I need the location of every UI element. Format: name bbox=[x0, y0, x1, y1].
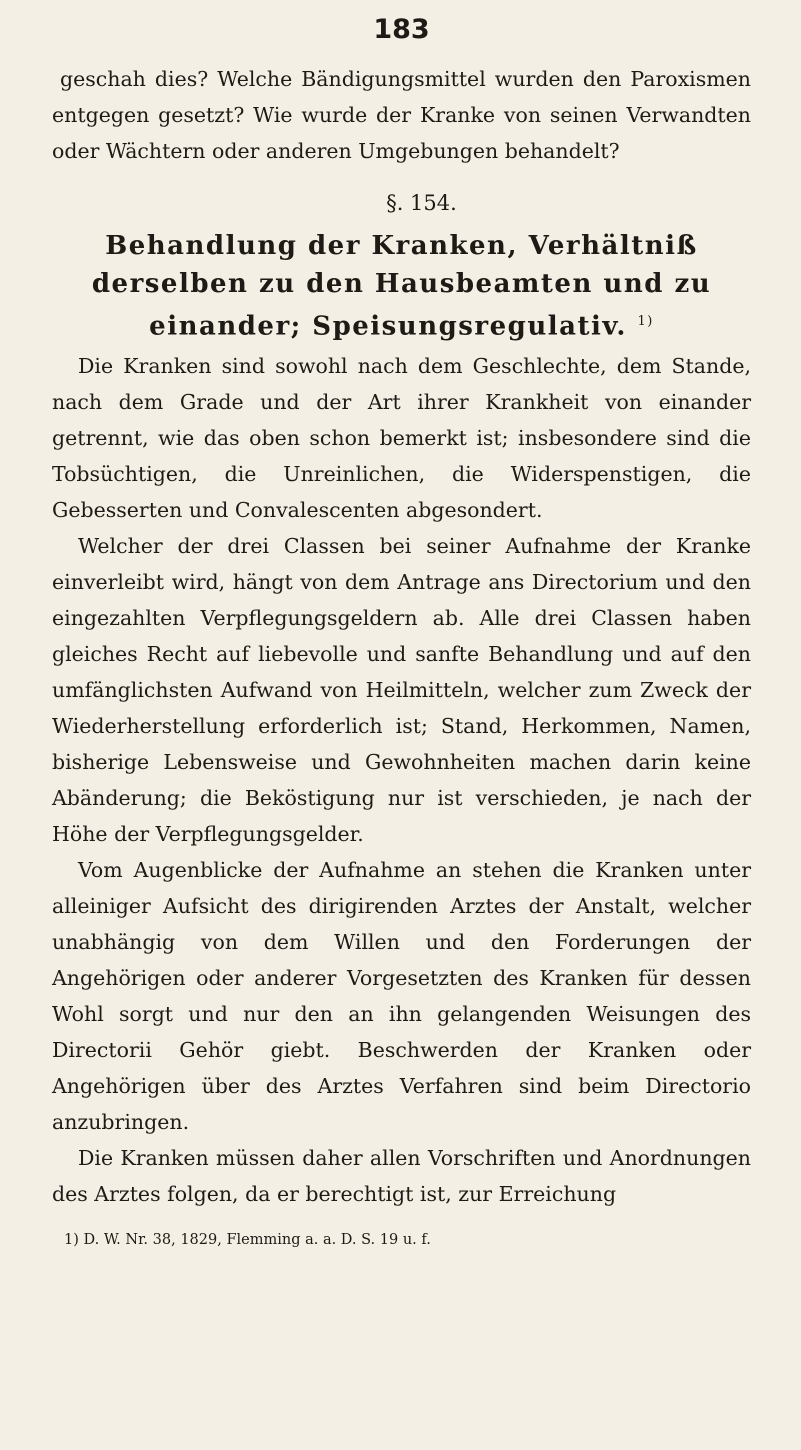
section-heading bbox=[52, 227, 751, 346]
footnote-marker: 1) bbox=[637, 314, 654, 329]
page-number: 183 bbox=[373, 14, 430, 45]
intro-paragraph: geschah dies? Welche Bändigungsmittel wurden den Paroxismen entgegen gesetzt? Wie wurde der Kranke von seinen Verwandten oder Wächtern oder anderen Umgebungen behandelt? bbox=[52, 67, 751, 163]
body-paragraph: Die Kranken müssen daher allen Vorschriften und Anordnungen des Arztes folgen, da er berechtigt ist, zur Erreichung bbox=[52, 1145, 751, 1206]
body-paragraph: Welcher der drei Classen bei seiner Aufnahme der Kranke einverleibt wird, hängt von dem Antrage ans Directorium und den eingezahlten Verpflegungsgeldern ab. Alle drei Classen haben gleiches Recht auf liebevolle und sanfte Behandlung und auf den umfänglichsten Aufwand von Heilmitteln, welcher zum Zweck der Wiederherstellung erforderlich ist; Stand, Herkommen, Namen, bisherige Lebensweise und Gewohnheiten machen darin keine Abänderung; die Beköstigung nur ist verschieden, je nach der Höhe der Verpflegungsgelder. bbox=[52, 533, 751, 846]
section-heading-text: Behandlung der Kranken, Verhältniß derselben zu den Hausbeamten und zu einander; Speisungsregulativ. bbox=[91, 231, 712, 342]
body-paragraph: Vom Augenblicke der Aufnahme an stehen die Kranken unter alleiniger Aufsicht des dirigirenden Arztes der Anstalt, welcher unabhängig von dem Willen und den Forderungen der Angehörigen oder anderer Vorgesetzten des Kranken für dessen Wohl sorgt und nur den an ihn gelangenden Weisungen des Directorii Gehör giebt. Beschwerden der Kranken oder Angehörigen über des Arztes Verfahren sind beim Directorio anzubringen. bbox=[52, 857, 751, 1134]
section-number: §. 154. bbox=[386, 191, 457, 215]
footnote: 1) D. W. Nr. 38, 1829, Flemming a. a. D. S. 19 u. f. bbox=[64, 1231, 431, 1248]
body-paragraph: Die Kranken sind sowohl nach dem Geschlechte, dem Stande, nach dem Grade und der Art ihrer Krankheit von einander getrennt, wie das oben schon bemerkt ist; insbesondere sind die Tobsüchtigen, die Unreinlichen, die Widerspenstigen, die Gebesserten und Convalescenten abgesondert. bbox=[52, 353, 751, 522]
